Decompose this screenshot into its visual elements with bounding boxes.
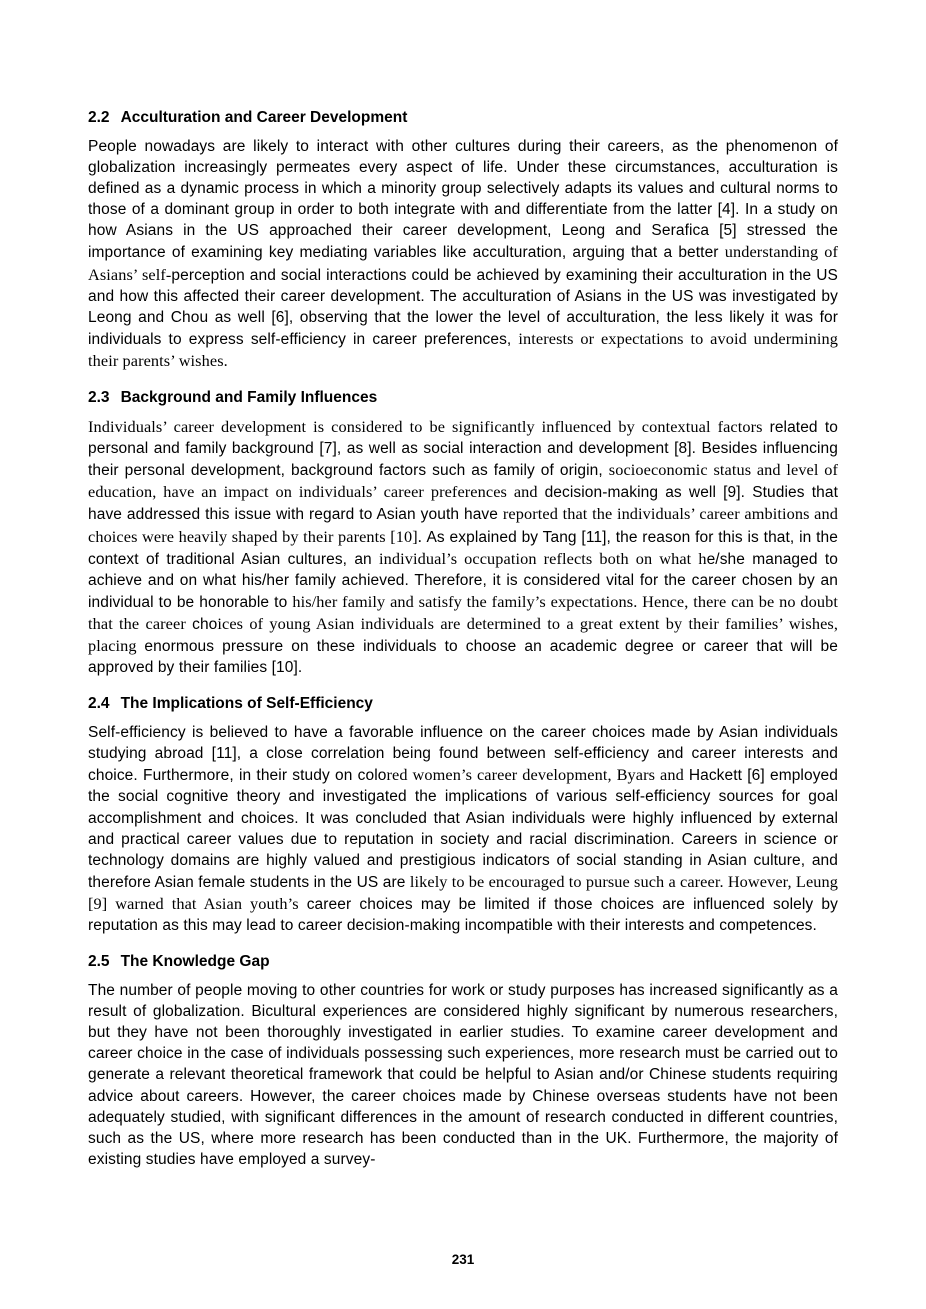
section-paragraph xyxy=(88,722,838,936)
text-segment: perception and social interactions could be achieved by examining their acculturation in the US and how this affected their career development. The acculturation of Asians in the US was investigated by Leong and Chou as well [6], observing that the lower the level of acculturation, the less likely it was for individuals to express self-efficiency in career preferences, xyxy=(88,266,838,348)
section-paragraph xyxy=(88,416,838,678)
text-segment: understanding of Asians’ self- xyxy=(88,242,838,284)
text-segment: Self-efficiency is believed to have a favorable influence on the career choices made by Asian individuals studying abroad [11], a close correlation being found between self-efficiency and career interests and choice. Furthermore, in their study on colo xyxy=(88,724,838,785)
section-2-3 xyxy=(88,388,838,678)
text-segment: cho xyxy=(192,615,218,633)
page-number: 231 xyxy=(451,1252,475,1267)
section-title: The Knowledge Gap xyxy=(120,953,270,971)
section-heading xyxy=(88,952,838,971)
text-segment: decision-making as well [9]. Studies that have addressed this issue with regard to Asian youth have xyxy=(88,484,838,524)
section-2-2 xyxy=(88,108,838,372)
text-segment: related to personal and family background [7], as well as social interaction and development [8]. Besides influencing their personal development, background factors such as family of origin, xyxy=(88,419,838,480)
text-segment: e/she managed to achieve and on what his/her family achieved. Therefore, it is considered vital for the career chosen by an individual to be honorable to xyxy=(88,550,838,611)
section-title: The Implications of Self-Efficiency xyxy=(120,695,373,713)
text-segment: Hackett [6] employed the social cognitive theory and investigated the implications of various self-efficiency sources for goal accomplishment and choices. It was concluded that Asian individuals were highly influenced by external and practical career values due to reputation in society and racial discrimination. Careers in science or technology domains are highly valued and prestigious indicators of social standing in Asian culture, and therefore Asian female students in the US are xyxy=(88,767,838,891)
text-segment: ices of young Asian individuals are determined to a great extent by their families’ wishes, placing xyxy=(88,613,838,655)
section-2-5 xyxy=(88,952,838,1170)
section-title: Background and Family Influences xyxy=(120,389,378,407)
text-segment: career choices may be limited if those choices are influenced solely by reputation as this may lead to career decision-making incompatible with their interests and competences. xyxy=(88,895,839,934)
section-paragraph xyxy=(88,980,838,1170)
text-segment: red women’s career development, Byars and xyxy=(386,765,689,785)
text-segment: The number of people moving to other countries for work or study purposes has increased significantly as a result of globalization. Bicultural experiences are considered highly significant by numerous researchers, but they have not been thoroughly investigated in earlier studies. To examine career development and career choice in the case of individuals possessing such experiences, more research must be carried out to generate a relevant theoretical framework that could be helpful to Asian and/or Chinese students requiring advice about careers. However, the career choices made by Chinese overseas students have not been adequately studied, with significant differences in the amount of research conducted in different countries, such as the US, where more research has been conducted than in the UK. Furthermore, the majority of existing studies have employed a survey- xyxy=(88,982,838,1168)
section-number: 2.3 xyxy=(88,389,110,407)
section-2-4 xyxy=(88,694,838,936)
text-segment: People nowadays are likely to interact with other cultures during their careers, as the phenomenon of globalization increasingly permeates every aspect of life. Under these circumstances, acculturation is defined as a dynamic process in which a minority group selectively adapts its values and cultural norms to those of a dominant group in order to both integrate with and differentiate from the latter [4]. In a study on how Asians in the US approached their career development, Leong and Serafica [5] stressed the importance of examining key mediating variables like acculturation, arguing that a better xyxy=(88,138,838,262)
section-heading xyxy=(88,108,838,127)
text-segment: enormous pressure on these individuals to choose an academic degree or career that will be approved by their families [10]. xyxy=(88,637,839,677)
section-number: 2.2 xyxy=(88,109,110,126)
text-segment: interests or expectations to avoid undermining their parents’ wishes. xyxy=(88,328,838,370)
section-title: Acculturation and Career Development xyxy=(120,109,408,126)
section-heading xyxy=(88,694,838,713)
text-segment: socioeconomic status and level of education, have an impact on individuals’ career preferences and xyxy=(88,460,838,502)
section-number: 2.4 xyxy=(88,695,110,713)
section-paragraph xyxy=(88,136,838,372)
text-segment: individual’s occupation reflects both on what h xyxy=(379,548,707,568)
section-number: 2.5 xyxy=(88,953,110,971)
text-segment: As explained by Tang [11], the reason for this is that, in the context of traditional Asian cultures, an xyxy=(88,528,838,568)
text-segment: his/her family and satisfy the family’s expectations. Hence, there can be no doubt that the career xyxy=(88,591,838,633)
text-segment: reported that the individuals’ career ambitions and choices were heavily shaped by their parents [10]. xyxy=(88,504,838,546)
section-heading xyxy=(88,388,838,407)
text-segment: likely to be encouraged to pursue such a career. However, Leung [9] warned that Asian youth’s xyxy=(88,871,839,913)
text-segment: Individuals’ career development is considered to be significantly influenced by contextual factors xyxy=(88,417,770,437)
